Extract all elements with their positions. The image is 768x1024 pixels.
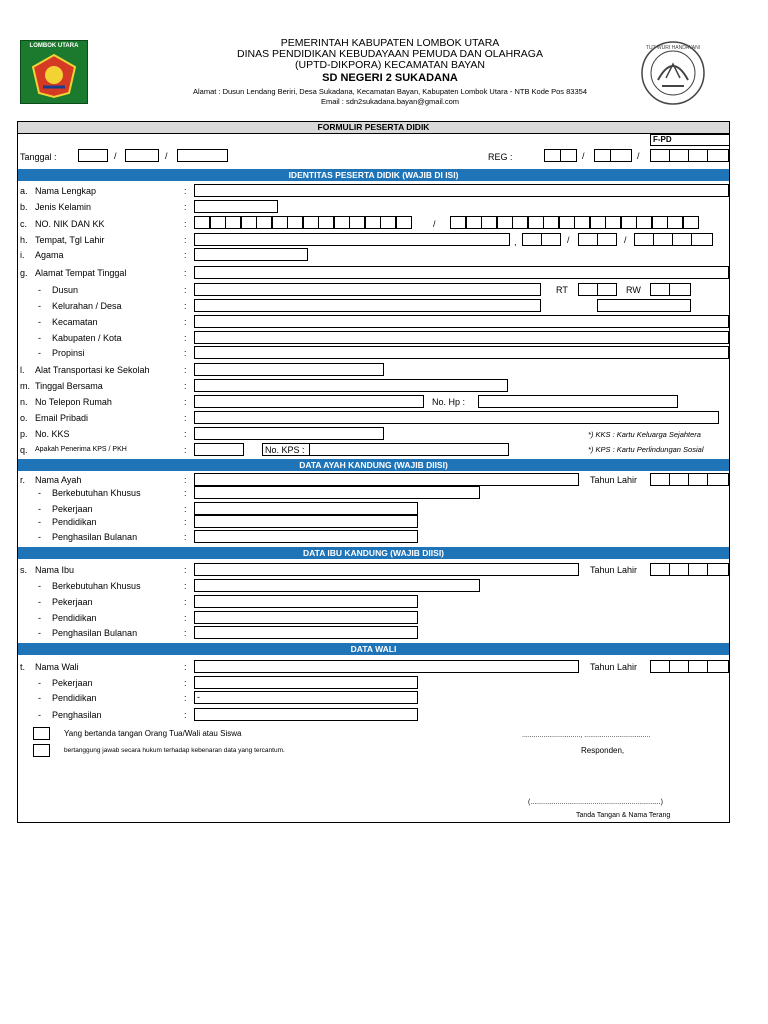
nik-digit-box[interactable]	[318, 216, 334, 229]
ibu-field-prefix: -	[38, 613, 41, 623]
tgl-lahir-year-4[interactable]	[691, 233, 713, 246]
kk-digit-box[interactable]	[528, 216, 544, 229]
identitas-field-label: Agama	[35, 250, 64, 260]
header-line2: DINAS PENDIDIKAN KEBUDAYAAN PEMUDA DAN OLAHRAGA	[237, 48, 543, 60]
kk-digit-box[interactable]	[512, 216, 528, 229]
ayah-tahun-box-4[interactable]	[707, 473, 729, 486]
wali-field-label: Penghasilan	[52, 710, 102, 720]
tempat-lahir-input[interactable]	[194, 233, 510, 246]
ayah-field-prefix: r.	[20, 475, 26, 485]
nik-digit-box[interactable]	[287, 216, 303, 229]
wali-tahun-box-2[interactable]	[669, 660, 689, 673]
identitas-field-label: Tinggal Bersama	[35, 381, 103, 391]
identitas-field-colon: :	[184, 235, 187, 245]
identitas-field-colon: :	[184, 429, 187, 439]
ibu-tahun-box-1[interactable]	[650, 563, 670, 576]
identitas-field-colon: :	[184, 285, 187, 295]
tut-wuri-handayani-logo	[640, 40, 706, 106]
ibu-field-label: Penghasilan Bulanan	[52, 628, 138, 638]
ayah-field-label: Pekerjaan	[52, 504, 93, 514]
reg-box-6[interactable]	[669, 149, 689, 162]
telepon-rumah-input[interactable]	[194, 395, 424, 408]
kk-digit-box[interactable]	[636, 216, 652, 229]
kk-digit-box[interactable]	[481, 216, 497, 229]
tinggal-bersama-input[interactable]	[194, 379, 508, 392]
identitas-field-colon: :	[184, 219, 187, 229]
section-ibu: DATA IBU KANDUNG (WAJIB DIISI)	[18, 547, 729, 559]
email-pribadi-input[interactable]	[194, 411, 719, 424]
note-kks: *) KKS : Kartu Keluarga Sejahtera	[588, 430, 701, 439]
wali-field-colon: :	[184, 662, 187, 672]
kk-digit-box[interactable]	[497, 216, 513, 229]
wali-tahun-box-1[interactable]	[650, 660, 670, 673]
ayah-field-colon: :	[184, 532, 187, 542]
no-kks-input[interactable]	[194, 427, 384, 440]
ayah-tahun-box-2[interactable]	[669, 473, 689, 486]
identitas-field-prefix: -	[38, 285, 41, 295]
identitas-field-colon: :	[184, 301, 187, 311]
wali-field-colon: :	[184, 710, 187, 720]
identitas-field-colon: :	[184, 381, 187, 391]
nik-digit-box[interactable]	[225, 216, 241, 229]
ibu-field-prefix: -	[38, 597, 41, 607]
statement-checkbox-1[interactable]	[33, 727, 50, 740]
kecamatan-input[interactable]	[194, 315, 729, 328]
nik-digit-box[interactable]	[334, 216, 350, 229]
nama-lengkap-input[interactable]	[194, 184, 729, 197]
ibu-tahun-lahir-label: Tahun Lahir	[590, 565, 638, 575]
wali-tahun-box-4[interactable]	[707, 660, 729, 673]
wali-field-colon: :	[184, 693, 187, 703]
tanggal-label: Tanggal :	[20, 152, 57, 162]
ibu-field-colon: :	[184, 613, 187, 623]
tanggal-slash-2: /	[165, 151, 168, 161]
identitas-field-colon: :	[184, 413, 187, 423]
identitas-field-prefix: l.	[20, 365, 25, 375]
no-kps-label: No. KPS :	[265, 445, 305, 455]
tanggal-slash-1: /	[114, 151, 117, 161]
header-line1: PEMERINTAH KABUPATEN LOMBOK UTARA	[280, 37, 500, 49]
ibu-field-label: Berkebutuhan Khusus	[52, 581, 141, 591]
identitas-field-label: Alamat Tempat Tinggal	[35, 268, 127, 278]
ibu-field-prefix: -	[38, 628, 41, 638]
identitas-field-prefix: -	[38, 348, 41, 358]
wali-pendidikan-input[interactable]	[194, 691, 418, 704]
signature-dots: (...................................................................)	[528, 799, 663, 806]
nik-digit-box[interactable]	[210, 216, 226, 229]
identitas-field-label: Dusun	[52, 285, 79, 295]
ibu-field-label: Nama Ibu	[35, 565, 75, 575]
nik-digit-box[interactable]	[241, 216, 257, 229]
tanggal-day-input[interactable]	[78, 149, 108, 162]
note-kps: *) KPS : Kartu Perlindungan Sosial	[588, 445, 704, 454]
regency-logo	[20, 40, 88, 104]
date-dots: .............................., ..................................	[522, 732, 651, 739]
kk-digit-box[interactable]	[621, 216, 637, 229]
reg-box-7[interactable]	[688, 149, 708, 162]
identitas-field-prefix: o.	[20, 413, 28, 423]
right-logo-text: TUT WURI HANDAYANI	[645, 45, 701, 51]
nik-digit-box[interactable]	[349, 216, 365, 229]
ayah-field-colon: :	[184, 517, 187, 527]
reg-slash-2: /	[637, 151, 640, 161]
nik-digit-box[interactable]	[256, 216, 272, 229]
identitas-field-colon: :	[184, 317, 187, 327]
responden-label: Responden,	[581, 746, 625, 755]
school-name: SD NEGERI 2 SUKADANA	[322, 72, 458, 84]
tgl-lahir-slash-2: /	[624, 235, 627, 245]
identitas-field-prefix: m.	[20, 381, 30, 391]
ibu-tahun-box-2[interactable]	[669, 563, 689, 576]
statement-checkbox-2[interactable]	[33, 744, 50, 757]
nama-wali-input[interactable]	[194, 660, 579, 673]
school-address: Alamat : Dusun Lendang Beriri, Desa Sukadana, Kecamatan Bayan, Kabupaten Lombok Utara - NTB Kode Pos 83354	[193, 87, 587, 96]
tgl-lahir-day-2[interactable]	[541, 233, 561, 246]
ibu-field-prefix: s.	[20, 565, 28, 575]
section-identitas: IDENTITAS PESERTA DIDIK (WAJIB DI ISI)	[18, 169, 729, 181]
ayah-field-label: Pendidikan	[52, 517, 97, 527]
kelurahan-input[interactable]	[194, 299, 541, 312]
identitas-field-prefix: i.	[20, 250, 25, 260]
tgl-lahir-year-1[interactable]	[634, 233, 654, 246]
tgl-lahir-month-2[interactable]	[597, 233, 617, 246]
dusun-input[interactable]	[194, 283, 541, 296]
identitas-field-prefix: h.	[20, 235, 28, 245]
statement-line2: bertanggung jawab secara hukum terhadap kebenaran data yang tercantum.	[64, 747, 285, 754]
kk-digit-box[interactable]	[652, 216, 668, 229]
school-email: Email : sdn2sukadana.bayan@gmail.com	[320, 97, 460, 106]
ibu-field-colon: :	[184, 597, 187, 607]
tgl-lahir-month-1[interactable]	[578, 233, 598, 246]
wali-pendidikan-value: -	[197, 692, 200, 702]
wali-field-label: Nama Wali	[35, 662, 79, 672]
ayah-tahun-lahir-label: Tahun Lahir	[590, 475, 638, 485]
ibu-field-colon: :	[184, 565, 187, 575]
jenis-kelamin-input[interactable]	[194, 200, 278, 213]
identitas-field-colon: :	[184, 268, 187, 278]
ayah-pekerjaan-input[interactable]	[194, 502, 418, 515]
identitas-field-prefix: b.	[20, 202, 28, 212]
nik-digit-box[interactable]	[365, 216, 381, 229]
ibu-pekerjaan-input[interactable]	[194, 595, 418, 608]
identitas-field-prefix: n.	[20, 397, 28, 407]
ayah-field-label: Penghasilan Bulanan	[52, 532, 138, 542]
no-hp-input[interactable]	[478, 395, 678, 408]
identitas-field-label: Kabupaten / Kota	[52, 333, 122, 343]
wali-pekerjaan-input[interactable]	[194, 676, 418, 689]
rt-box-2[interactable]	[597, 283, 617, 296]
ayah-pendidikan-input[interactable]	[194, 515, 418, 528]
reg-box-3[interactable]	[594, 149, 611, 162]
rt-label: RT	[556, 285, 568, 295]
kk-digit-box[interactable]	[450, 216, 466, 229]
kabupaten-input[interactable]	[194, 331, 729, 344]
nama-ayah-input[interactable]	[194, 473, 579, 486]
identitas-field-label: Nama Lengkap	[35, 186, 97, 196]
reg-box-1[interactable]	[544, 149, 561, 162]
section-ayah: DATA AYAH KANDUNG (WAJIB DIISI)	[18, 459, 729, 471]
propinsi-input[interactable]	[194, 346, 729, 359]
ayah-field-label: Nama Ayah	[35, 475, 82, 485]
ayah-field-colon: :	[184, 488, 187, 498]
kk-digit-box[interactable]	[543, 216, 559, 229]
ibu-berkebutuhan-input[interactable]	[194, 579, 480, 592]
identitas-field-label: No Telepon Rumah	[35, 397, 112, 407]
section-wali: DATA WALI	[18, 643, 729, 655]
ayah-field-colon: :	[184, 504, 187, 514]
tanggal-month-input[interactable]	[125, 149, 159, 162]
wali-field-label: Pendidikan	[52, 693, 97, 703]
penerima-kps-input[interactable]	[194, 443, 244, 456]
identitas-field-label: Propinsi	[52, 348, 85, 358]
kelurahan-extra-input[interactable]	[597, 299, 691, 312]
identitas-field-prefix: a.	[20, 186, 28, 196]
transportasi-input[interactable]	[194, 363, 384, 376]
kk-digit-box[interactable]	[683, 216, 699, 229]
wali-field-prefix: -	[38, 678, 41, 688]
regency-logo-text: LOMBOK UTARA	[29, 43, 79, 49]
reg-box-8[interactable]	[707, 149, 729, 162]
kk-digit-box[interactable]	[559, 216, 575, 229]
tgl-lahir-comma: ,	[514, 237, 517, 247]
ibu-tahun-box-3[interactable]	[688, 563, 708, 576]
kk-digit-box[interactable]	[590, 216, 606, 229]
identitas-field-label: No. KKS	[35, 429, 70, 439]
identitas-field-label: NO. NIK DAN KK	[35, 219, 105, 229]
ayah-berkebutuhan-input[interactable]	[194, 486, 480, 499]
ibu-field-label: Pekerjaan	[52, 597, 93, 607]
identitas-field-label: Apakah Penerima KPS / PKH	[35, 446, 127, 453]
kk-digit-box[interactable]	[466, 216, 482, 229]
signature-caption: Tanda Tangan & Nama Terang	[576, 812, 671, 819]
ibu-field-label: Pendidikan	[52, 613, 97, 623]
alamat-input[interactable]	[194, 266, 729, 279]
kk-digit-box[interactable]	[574, 216, 590, 229]
identitas-field-colon: :	[184, 348, 187, 358]
ayah-field-prefix: -	[38, 532, 41, 542]
ayah-field-prefix: -	[38, 504, 41, 514]
identitas-field-label: Jenis Kelamin	[35, 202, 92, 212]
rw-label: RW	[626, 285, 641, 295]
reg-box-2[interactable]	[560, 149, 577, 162]
wali-field-prefix: t.	[20, 662, 26, 672]
header-line3: (UPTD-DIKPORA) KECAMATAN BAYAN	[295, 59, 485, 71]
form-title: FORMULIR PESERTA DIDIK	[317, 122, 430, 132]
nik-digit-box[interactable]	[303, 216, 319, 229]
ayah-penghasilan-input[interactable]	[194, 530, 418, 543]
identitas-field-prefix: p.	[20, 429, 28, 439]
regency-emblem-icon	[29, 53, 79, 99]
wali-field-prefix: -	[38, 710, 41, 720]
identitas-field-colon: :	[184, 397, 187, 407]
identitas-field-label: Tempat, Tgl Lahir	[35, 235, 105, 245]
identitas-field-label: Email Pribadi	[35, 413, 89, 423]
identitas-field-colon: :	[184, 365, 187, 375]
nik-kk-slash: /	[433, 219, 436, 229]
identitas-field-prefix: -	[38, 333, 41, 343]
wali-field-colon: :	[184, 678, 187, 688]
ibu-field-colon: :	[184, 628, 187, 638]
ayah-field-prefix: -	[38, 488, 41, 498]
nik-digit-box[interactable]	[380, 216, 396, 229]
tanggal-year-input[interactable]	[177, 149, 228, 162]
statement-line1: Yang bertanda tangan Orang Tua/Wali atau Siswa	[64, 729, 242, 738]
nama-ibu-input[interactable]	[194, 563, 579, 576]
ayah-field-prefix: -	[38, 517, 41, 527]
wali-field-label: Pekerjaan	[52, 678, 93, 688]
reg-label: REG :	[488, 152, 513, 162]
ibu-pendidikan-input[interactable]	[194, 611, 418, 624]
identitas-field-label: Kelurahan / Desa	[52, 301, 122, 311]
wali-penghasilan-input[interactable]	[194, 708, 418, 721]
wali-field-prefix: -	[38, 693, 41, 703]
rt-box-1[interactable]	[578, 283, 598, 296]
kk-digit-box[interactable]	[667, 216, 683, 229]
tgl-lahir-year-3[interactable]	[672, 233, 692, 246]
agama-input[interactable]	[194, 248, 308, 261]
nik-digit-box[interactable]	[272, 216, 288, 229]
form-code: F-PD	[653, 135, 672, 144]
tgl-lahir-slash-1: /	[567, 235, 570, 245]
wali-tahun-lahir-label: Tahun Lahir	[590, 662, 638, 672]
identitas-field-prefix: -	[38, 301, 41, 311]
no-hp-label: No. Hp :	[432, 397, 466, 407]
wali-tahun-box-3[interactable]	[688, 660, 708, 673]
identitas-field-label: Kecamatan	[52, 317, 98, 327]
tgl-lahir-year-2[interactable]	[653, 233, 673, 246]
ibu-penghasilan-input[interactable]	[194, 626, 418, 639]
ayah-field-colon: :	[184, 475, 187, 485]
rw-box-2[interactable]	[669, 283, 691, 296]
ibu-tahun-box-4[interactable]	[707, 563, 729, 576]
reg-box-5[interactable]	[650, 149, 670, 162]
identitas-field-colon: :	[184, 333, 187, 343]
no-kps-input[interactable]	[309, 443, 509, 456]
ibu-field-colon: :	[184, 581, 187, 591]
identitas-field-prefix: -	[38, 317, 41, 327]
ayah-field-label: Berkebutuhan Khusus	[52, 488, 141, 498]
identitas-field-prefix: g.	[20, 268, 28, 278]
ayah-tahun-box-1[interactable]	[650, 473, 670, 486]
reg-box-4[interactable]	[610, 149, 632, 162]
identitas-field-colon: :	[184, 202, 187, 212]
nik-digit-box[interactable]	[396, 216, 412, 229]
nik-digit-box[interactable]	[194, 216, 210, 229]
identitas-field-label: Alat Transportasi ke Sekolah	[35, 365, 150, 375]
ayah-tahun-box-3[interactable]	[688, 473, 708, 486]
identitas-field-prefix: q.	[20, 445, 28, 455]
identitas-field-colon: :	[184, 186, 187, 196]
tgl-lahir-day-1[interactable]	[522, 233, 542, 246]
identitas-field-colon: :	[184, 250, 187, 260]
rw-box-1[interactable]	[650, 283, 670, 296]
kk-digit-box[interactable]	[605, 216, 621, 229]
ibu-field-prefix: -	[38, 581, 41, 591]
identitas-field-prefix: c.	[20, 219, 28, 229]
identitas-field-colon: :	[184, 445, 187, 455]
reg-slash-1: /	[582, 151, 585, 161]
